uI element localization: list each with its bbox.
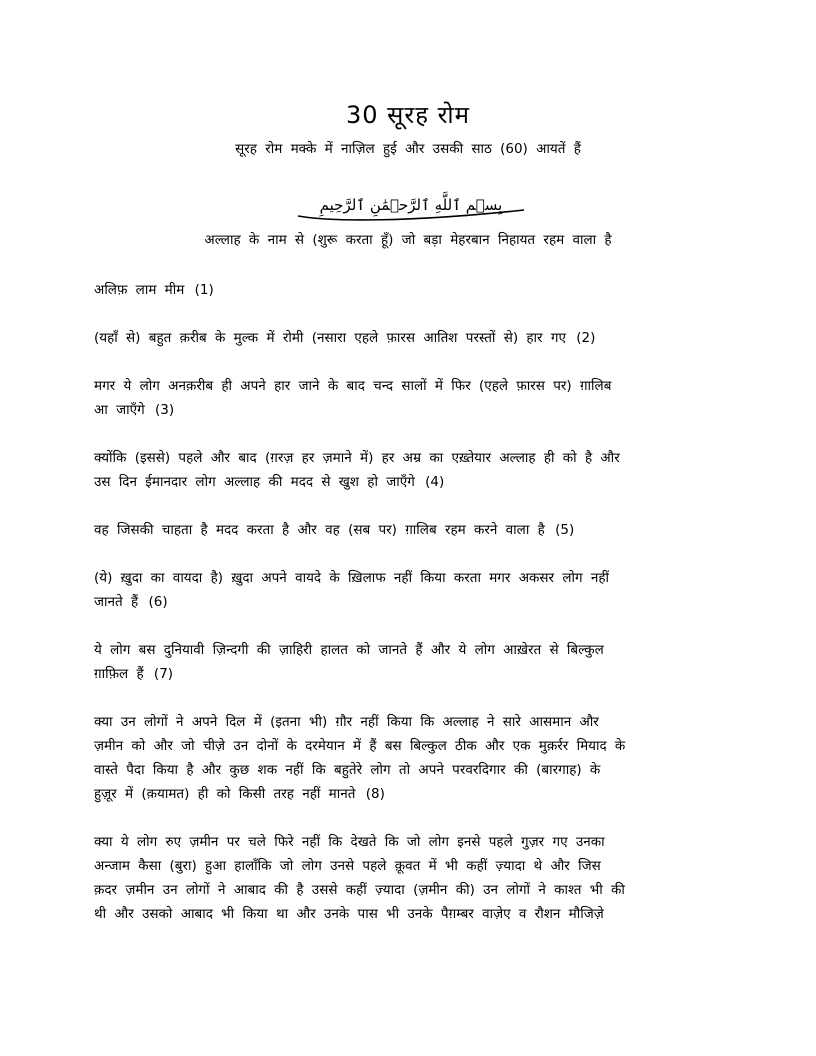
verse-text: (यहाँ से) बहुत क़रीब के मुल्क में रोमी (नसारा एहले फ़ारस आतिश परस्तों से) हार गए — [94, 330, 566, 346]
verse-line — [94, 518, 724, 542]
verse-line — [94, 710, 724, 734]
verse-text: आ जाएँगे — [94, 402, 145, 418]
verse-text: ये लोग बस दुनियावी ज़िन्दगी की ज़ाहिरी हालत को जानते हैं और ये लोग आख़ेरत से बिल्कुल — [94, 642, 604, 658]
verse-text: वह जिसकी चाहता है मदद करता है और वह (सब पर) ग़ालिब रहम करने वाला है — [94, 522, 545, 538]
verse-line — [94, 326, 724, 350]
verse-paragraph — [94, 278, 724, 302]
verse-paragraph — [94, 638, 724, 686]
verse-text: अन्जाम कैसा (बुरा) हुआ हालाँकि जो लोग उनसे पहले क़ूवत में भी कहीं ज़्यादा थे और जिस — [94, 858, 601, 874]
verse-number: (7) — [153, 666, 174, 682]
verse-paragraph — [94, 518, 724, 542]
verse-text: हुज़ूर में (क़यामत) ही को किसी तरह नहीं मानते — [94, 786, 356, 802]
verse-paragraph — [94, 830, 724, 926]
verse-paragraph — [94, 446, 724, 494]
verse-line — [94, 758, 724, 782]
verse-line — [94, 470, 724, 494]
verse-line — [94, 374, 724, 398]
verse-paragraph — [94, 326, 724, 350]
verse-text: क़दर ज़मीन उन लोगों ने आबाद की है उससे कहीं ज़्यादा (ज़मीन की) उन लोगों ने काश्त भी की — [94, 882, 625, 898]
verse-text: उस दिन ईमानदार लोग अल्लाह की मदद से खुश हो जाएँगे — [94, 474, 415, 490]
verse-line — [94, 662, 724, 686]
verse-list — [94, 278, 724, 950]
verse-line — [94, 902, 724, 926]
verse-text: क्योंकि (इससे) पहले और बाद (ग़रज़ हर ज़माने में) हर अम्र का एख़्तेयार अल्लाह ही को है और — [94, 450, 620, 466]
surah-title: 30 सूरह रोम — [346, 101, 470, 129]
verse-line — [94, 854, 724, 878]
surah-subtitle: सूरह रोम मक्के में नाज़िल हुई और उसकी साठ (60) आयतें हैं — [235, 141, 581, 157]
verse-line — [94, 782, 724, 806]
verse-text: क्या उन लोगों ने अपने दिल में (इतना भी) ग़ौर नहीं किया कि अल्लाह ने सारे आसमान और — [94, 714, 599, 730]
verse-line — [94, 830, 724, 854]
verse-number: (5) — [555, 522, 575, 538]
verse-text: जानते हैं — [94, 594, 139, 610]
verse-line — [94, 566, 724, 590]
verse-line — [94, 734, 724, 758]
verse-paragraph — [94, 374, 724, 422]
verse-text: (ये) ख़ुदा का वायदा है) ख़ुदा अपने वायदे के ख़िलाफ नहीं किया करता मगर अकसर लोग नहीं — [94, 570, 610, 586]
verse-line — [94, 638, 724, 662]
verse-number: (8) — [365, 786, 385, 802]
verse-line — [94, 398, 724, 422]
verse-text: ग़ाफ़िल हैं — [94, 666, 144, 682]
verse-line — [94, 878, 724, 902]
verse-text: थी और उसको आबाद भी किया था और उनके पास भी उनके पैग़म्बर वाज़ेए व रौशन मौजिज़े — [94, 906, 604, 922]
verse-text: क्या ये लोग रुए ज़मीन पर चले फिरे नहीं कि देखते कि जो लोग इनसे पहले गुज़र गए उनका — [94, 834, 605, 850]
verse-line — [94, 446, 724, 470]
bismillah-calligraphy — [292, 186, 530, 226]
verse-number: (2) — [576, 330, 596, 346]
verse-text: ज़मीन को और जो चीज़े उन दोनों के दरमेयान में हैं बस बिल्कुल ठीक और एक मुक़र्रर मियाद के — [94, 738, 626, 754]
verse-line — [94, 590, 724, 614]
verse-paragraph — [94, 566, 724, 614]
verse-text: मगर ये लोग अनक़रीब ही अपने हार जाने के बाद चन्द सालों में फिर (एहले फ़ारस पर) ग़ालिब — [94, 378, 612, 394]
verse-line — [94, 278, 724, 302]
verse-text: अलिफ़ लाम मीम — [94, 282, 185, 298]
bismillah-text: بِسۡمِ ٱللَّهِ ٱلرَّحۡمَٰنِ ٱلرَّحِيمِ — [319, 196, 503, 214]
verse-number: (3) — [154, 402, 175, 418]
verse-number: (1) — [194, 282, 214, 298]
bismillah-translation: अल्लाह के नाम से (शुरू करता हूँ) जो बड़ा मेहरबान निहायत रहम वाला है — [204, 232, 612, 248]
verse-number: (4) — [425, 474, 445, 490]
verse-text: वास्ते पैदा किया है और कुछ शक नहीं कि बहुतेरे लोग तो अपने परवरदिगार की (बारगाह) के — [94, 762, 601, 778]
verse-number: (6) — [148, 594, 168, 610]
verse-paragraph — [94, 710, 724, 806]
